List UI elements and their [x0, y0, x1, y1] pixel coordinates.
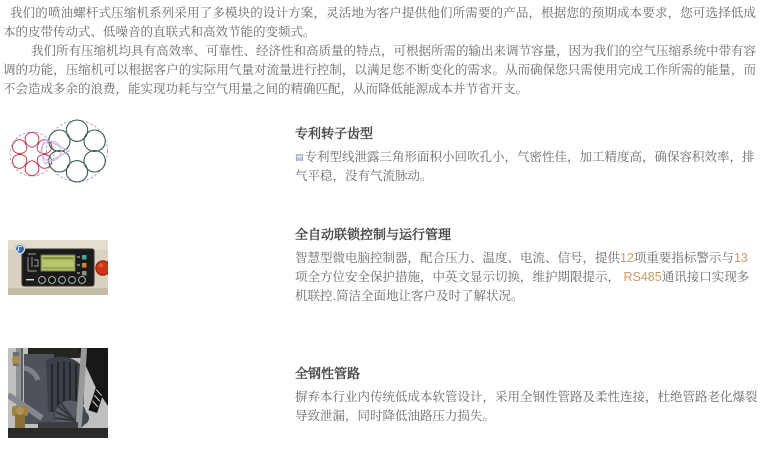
section-heading-control: 全自动联锁控制与运行管理	[295, 227, 452, 242]
rotor-profile-drawing-icon	[8, 118, 108, 187]
body-text-part: 通讯接口实现多机联控.简洁全面地让客户及时了解状况。	[295, 270, 750, 303]
section-heading-rotor: 专利转子齿型	[295, 126, 374, 141]
section-steel-piping	[295, 366, 759, 426]
body-text-part: 智慧型微电脑控制器，配合压力、温度、电流、信号，提供	[295, 251, 621, 265]
section-body-control	[295, 249, 759, 306]
section-body-rotor	[295, 148, 759, 186]
intro-paragraph-1: 我们的喷油螺杆式压缩机系列采用了多模块的设计方案，灵活地为客户提供他们所需要的产品，根据您的预期成本要求，您可选择低成本的皮带传动式、低噪音的直联式和高效节能的变频式。	[3, 6, 756, 39]
body-text-accent-rs485: RS485	[623, 270, 662, 284]
body-text-accent-13: 13	[733, 251, 748, 265]
section-body-rotor-text: 专利型线泄露三角形面积小回吹孔小，气密性佳，加工精度高，确保容积效率，排气平稳，没有气流脉动。	[295, 150, 755, 183]
intro	[3, 4, 756, 99]
compressor-piping-icon	[8, 348, 108, 438]
section-control-management	[295, 227, 759, 306]
controller-photo	[8, 240, 108, 295]
rotor-profile-image	[8, 118, 108, 187]
section-rotor-profile	[295, 126, 759, 186]
section-heading-piping: 全钢性管路	[295, 366, 361, 381]
intro-paragraph-2: 我们所有压缩机均具有高效率、可靠性、经济性和高质量的特点，可根据所需的输出来调节容量，因为我们的空气压缩系统中带有容调的功能，压缩机可以根据客户的实际用气量对流量进行控制，以满足您不断变化的需求。从而确保您只需使用完成工作所需的能量，而不会造成多余的浪费，能实现功耗与空气用量之间的精确匹配，从而降低能源成本并节省开支。	[3, 44, 757, 96]
controller-panel-icon	[8, 240, 108, 295]
section-body-piping: 摒弃本行业内传统低成本软管设计，采用全钢性管路及柔性连接，杜绝管路老化爆裂导致泄漏，同时降低油路压力损失。	[295, 390, 758, 423]
steel-piping-photo	[8, 348, 108, 438]
body-text-part: 项重要指标警示与	[633, 251, 734, 265]
list-bullet-icon: ▤	[295, 152, 304, 162]
body-text-accent-12: 12	[620, 251, 634, 265]
body-text-part: 项全方位安全保护措施，中英文显示切换，维护期限提示，	[295, 270, 624, 284]
